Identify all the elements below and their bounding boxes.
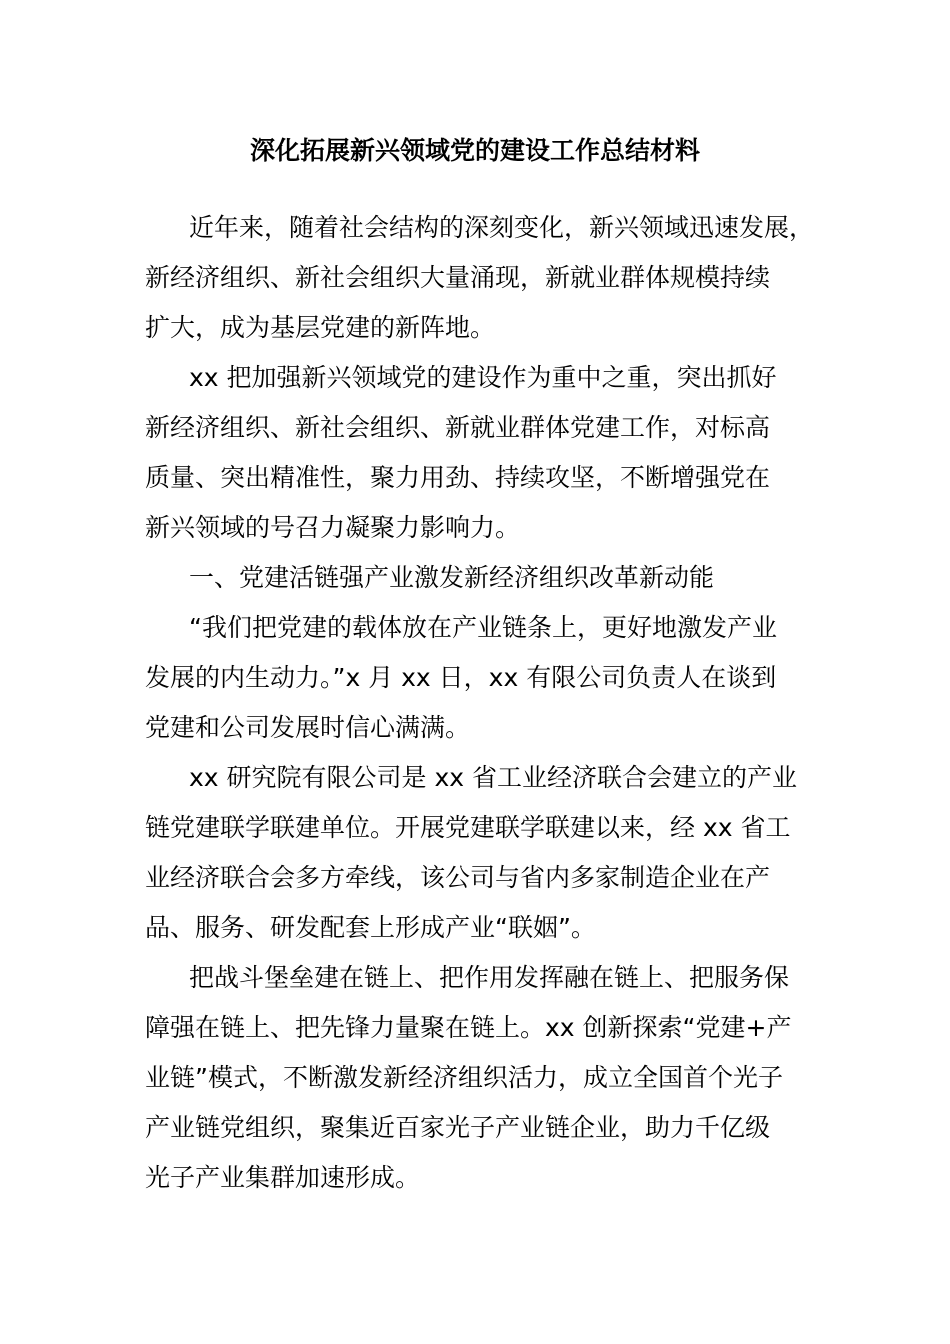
text-line: 新经济组织、新社会组织大量涌现，新就业群体规模持续 — [145, 263, 771, 292]
paragraph-focus — [145, 353, 835, 553]
text-line: 障强在链上、把先锋力量聚在链上。xx 创新探索“党建+产 — [145, 1013, 792, 1042]
text-line: 产业链党组织，聚集近百家光子产业链企业，助力千亿级 — [145, 1113, 771, 1142]
text-line: 把战斗堡垒建在链上、把作用发挥融在链上、把服务保 — [189, 963, 790, 992]
document-title: 深化拓展新兴领域党的建设工作总结材料 — [249, 136, 700, 165]
text-line: xx 把加强新兴领域党的建设作为重中之重，突出抓好 — [189, 363, 777, 392]
text-line: xx 研究院有限公司是 xx 省工业经济联合会建立的产业 — [189, 763, 798, 792]
text-line: 链党建联学联建单位。开展党建联学联建以来，经 xx 省工 — [145, 813, 791, 842]
text-line: 光子产业集群加速形成。 — [145, 1163, 421, 1192]
text-line: 党建和公司发展时信心满满。 — [145, 713, 471, 742]
text-line: 近年来，随着社会结构的深刻变化，新兴领域迅速发展， — [189, 213, 815, 242]
paragraph-institute — [145, 753, 835, 953]
section-heading-text: 一、党建活链强产业激发新经济组织改革新动能 — [189, 563, 715, 592]
text-line: 新兴领域的号召力凝聚力影响力。 — [145, 513, 521, 542]
text-line: 发展的内生动力。”x 月 xx 日，xx 有限公司负责人在谈到 — [145, 663, 777, 692]
paragraph-intro — [145, 203, 835, 353]
text-line: 业经济联合会多方牵线，该公司与省内多家制造企业在产 — [145, 863, 771, 892]
text-line: 业链”模式，不断激发新经济组织活力，成立全国首个光子 — [145, 1063, 783, 1092]
paragraph-chain — [145, 953, 835, 1203]
paragraph-quote — [145, 603, 835, 753]
section-heading — [145, 553, 835, 603]
text-line: 质量、突出精准性，聚力用劲、持续攻坚，不断增强党在 — [145, 463, 771, 492]
text-line: 扩大，成为基层党建的新阵地。 — [145, 313, 496, 342]
text-line: 品、服务、研发配套上形成产业“联姻”。 — [145, 913, 596, 942]
document-body — [145, 203, 835, 1203]
text-line: 新经济组织、新社会组织、新就业群体党建工作，对标高 — [145, 413, 771, 442]
text-line: “我们把党建的载体放在产业链条上，更好地激发产业 — [189, 613, 777, 642]
